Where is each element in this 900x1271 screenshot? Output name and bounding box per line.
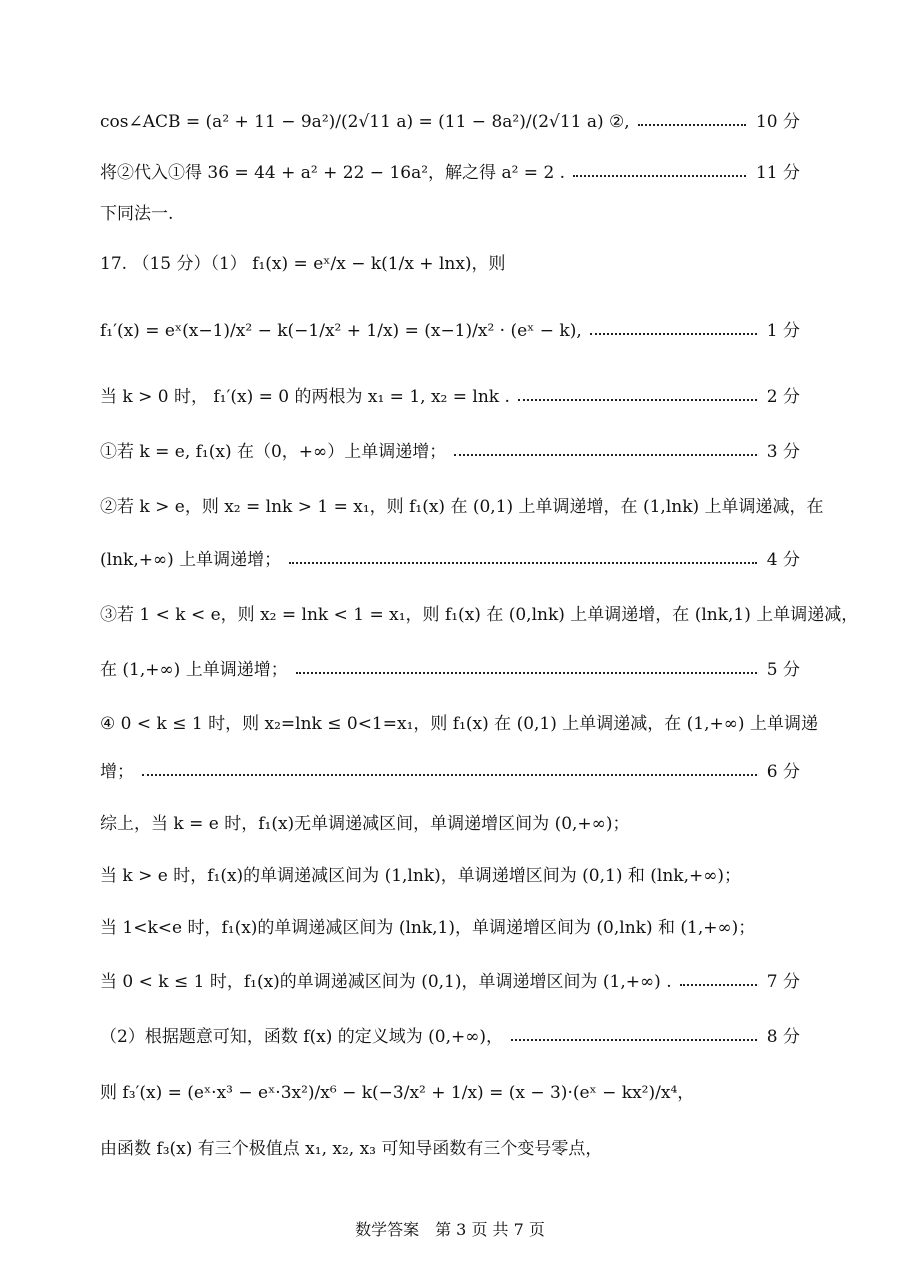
line-text: ④ 0 < k ≤ 1 时，则 x₂=lnk ≤ 0<1=x₁，则 f₁(x) 在 (0,1) 上单调递减，在 (1,+∞) 上单调递 (100, 714, 818, 734)
answer-line (100, 714, 818, 734)
line-text: 当 0 < k ≤ 1 时，f₁(x)的单调递减区间为 (0,1)，单调递增区间为 (1,+∞) . (100, 972, 672, 992)
line-text: cos∠ACB = (a² + 11 − 9a²)/(2√11 a) = (11 − 8a²)/(2√11 a) ②, (100, 112, 630, 132)
answer-line (100, 814, 800, 834)
line-text: 增； (100, 762, 134, 782)
line-text: ③若 1 < k < e，则 x₂ = lnk < 1 = x₁，则 f₁(x) 在 (0,lnk) 上单调递增，在 (lnk,1) 上单调递减， (100, 605, 859, 625)
line-text: (lnk,+∞) 上单调递增； (100, 550, 282, 570)
answer-line (100, 321, 800, 341)
line-text: （2）根据题意可知，函数 f(x) 的定义域为 (0,+∞)， (100, 1027, 504, 1047)
answer-line (100, 550, 800, 570)
dot-leader (638, 124, 746, 126)
score-label: 4 分 (766, 550, 800, 570)
line-text: 当 1<k<e 时，f₁(x)的单调递减区间为 (lnk,1)，单调递增区间为 (0,lnk) 和 (1,+∞)； (100, 918, 756, 938)
answer-line (100, 204, 800, 224)
answer-line (100, 660, 800, 680)
dot-leader (518, 399, 757, 401)
dot-leader (289, 562, 757, 564)
answer-line (100, 497, 824, 517)
answer-line (100, 918, 800, 938)
line-text: 在 (1,+∞) 上单调递增； (100, 660, 288, 680)
dot-leader (680, 984, 757, 986)
score-label: 1 分 (766, 321, 800, 341)
answer-line (100, 762, 800, 782)
line-text: 17. （15 分）（1） f₁(x) = eˣ/x − k(1/x + lnx)，则 (100, 254, 506, 274)
line-text: 综上，当 k = e 时，f₁(x)无单调递减区间，单调递增区间为 (0,+∞)； (100, 814, 630, 834)
score-label: 2 分 (766, 387, 800, 407)
dot-leader (454, 454, 757, 456)
answer-line (100, 442, 800, 462)
line-text: 下同法一. (100, 204, 174, 224)
score-label: 6 分 (766, 762, 800, 782)
score-label: 8 分 (766, 1027, 800, 1047)
answer-line (100, 387, 800, 407)
dot-leader (590, 333, 757, 335)
dot-leader (511, 1039, 757, 1041)
score-label: 5 分 (766, 660, 800, 680)
score-label: 3 分 (766, 442, 800, 462)
answer-line (100, 605, 859, 625)
line-text: ①若 k = e, f₁(x) 在（0，+∞）上单调递增； (100, 442, 447, 462)
line-text: f₁′(x) = eˣ(x−1)/x² − k(−1/x² + 1/x) = (x−1)/x² · (eˣ − k), (100, 321, 582, 341)
page-footer: 数学答案 第 3 页 共 7 页 (355, 1220, 545, 1239)
answer-line (100, 112, 800, 132)
answer-line (100, 866, 800, 886)
answer-line (100, 163, 800, 183)
line-text: 则 f₃′(x) = (eˣ·x³ − eˣ·3x²)/x⁶ − k(−3/x² + 1/x) = (x − 3)·(eˣ − kx²)/x⁴， (100, 1083, 695, 1103)
line-text: 将②代入①得 36 = 44 + a² + 22 − 16a²，解之得 a² = 2 . (100, 163, 566, 183)
dot-leader (296, 672, 757, 674)
answer-line (100, 1139, 800, 1159)
dot-leader (142, 774, 757, 776)
line-text: 当 k > 0 时， f₁′(x) = 0 的两根为 x₁ = 1, x₂ = lnk . (100, 387, 510, 407)
dot-leader (573, 175, 746, 177)
score-label: 11 分 (755, 163, 800, 183)
line-text: 当 k > e 时，f₁(x)的单调递减区间为 (1,lnk)，单调递增区间为 (0,1) 和 (lnk,+∞)； (100, 866, 742, 886)
answer-line (100, 1027, 800, 1047)
answer-line (100, 254, 800, 274)
answer-line (100, 1083, 800, 1103)
answer-line (100, 972, 800, 992)
line-text: 由函数 f₃(x) 有三个极值点 x₁, x₂, x₃ 可知导函数有三个变号零点， (100, 1139, 603, 1159)
score-label: 7 分 (766, 972, 800, 992)
line-text: ②若 k > e，则 x₂ = lnk > 1 = x₁，则 f₁(x) 在 (0,1) 上单调递增，在 (1,lnk) 上单调递减，在 (100, 497, 824, 517)
score-label: 10 分 (755, 112, 800, 132)
